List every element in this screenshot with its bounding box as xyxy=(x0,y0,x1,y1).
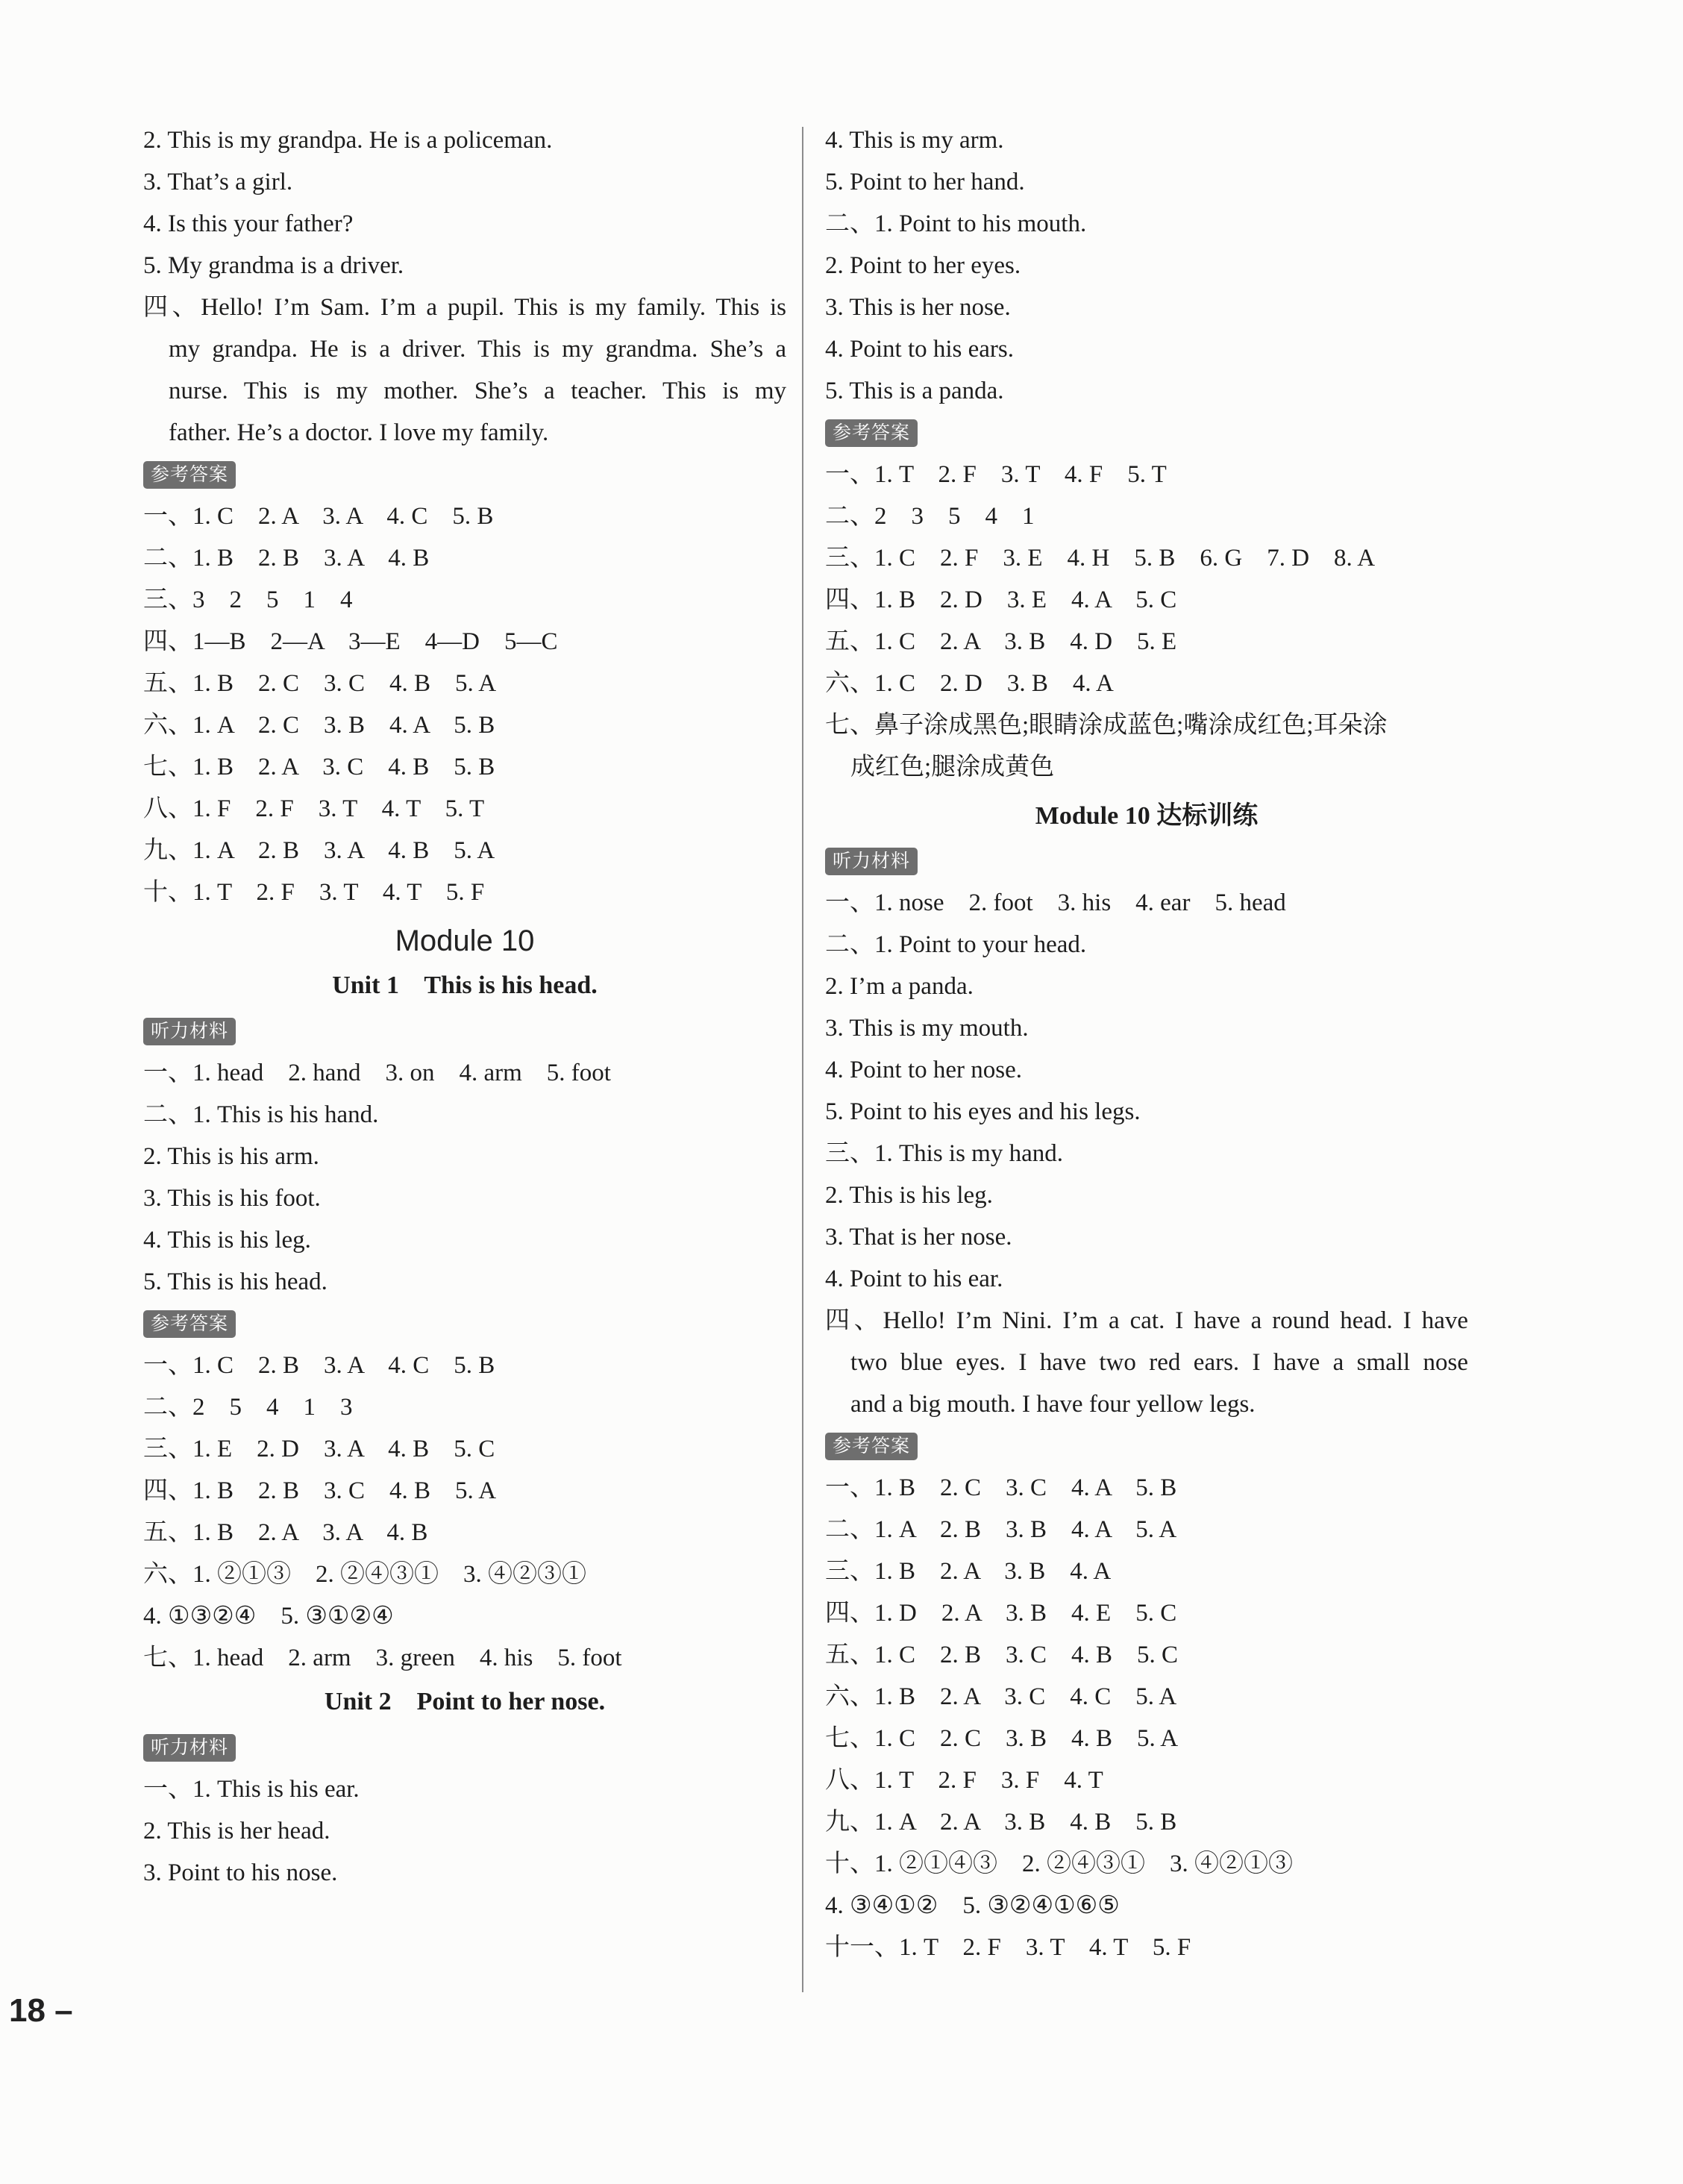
answer-line: 一、1. C 2. A 3. A 4. C 5. B xyxy=(143,503,494,530)
text-line: 5. My grandma is a driver. xyxy=(143,252,404,279)
answer-line: 三、3 2 5 1 4 xyxy=(143,586,353,613)
answer-line: 4. ①③②④ 5. ③①②④ xyxy=(143,1603,394,1630)
section-title: Module 10 达标训练 xyxy=(1035,802,1259,830)
listening-line: 三、1. This is my hand. xyxy=(825,1140,1063,1167)
listening-line: 二、1. Point to your head. xyxy=(825,931,1087,958)
listening-line: 4. This is his leg. xyxy=(143,1227,311,1254)
column-divider xyxy=(802,127,803,1992)
answer-line: 十一、1. T 2. F 3. T 4. T 5. F xyxy=(825,1934,1191,1961)
listening-line: 2. This is her head. xyxy=(143,1818,330,1844)
listening-line: 5. This is a panda. xyxy=(825,378,1004,404)
answer-line: 三、1. E 2. D 3. A 4. B 5. C xyxy=(143,1436,495,1462)
answer-line: 八、1. F 2. F 3. T 4. T 5. T xyxy=(143,795,485,822)
paragraph-line: and a big mouth. I have four yellow legs. xyxy=(850,1391,1256,1418)
listening-line: 4. This is my arm. xyxy=(825,127,1004,154)
answer-line: 九、1. A 2. B 3. A 4. B 5. A xyxy=(143,837,495,864)
listening-line: 4. Point to his ear. xyxy=(825,1265,1003,1292)
listening-line: 二、1. This is his hand. xyxy=(143,1101,379,1128)
answer-line: 九、1. A 2. A 3. B 4. B 5. B xyxy=(825,1809,1177,1836)
answer-line: 十、1. ②①④③ 2. ②④③① 3. ④②①③ xyxy=(825,1850,1293,1877)
answer-line: 七、1. head 2. arm 3. green 4. his 5. foot xyxy=(143,1645,622,1671)
listening-line: 3. This is her nose. xyxy=(825,294,1011,321)
answer-line: 四、1. B 2. D 3. E 4. A 5. C xyxy=(825,586,1177,613)
paragraph-line: nurse. This is my mother. She’s a teacher. This is my xyxy=(169,378,786,404)
answer-line: 二、2 3 5 4 1 xyxy=(825,503,1035,530)
right-column xyxy=(825,119,1468,1968)
answer-line: 二、1. B 2. B 3. A 4. B xyxy=(143,545,430,572)
listening-line: 一、1. nose 2. foot 3. his 4. ear 5. head xyxy=(825,889,1286,916)
answers-badge: 参考答案 xyxy=(825,1433,918,1460)
module-title: Module 10 xyxy=(395,924,535,957)
listening-line: 3. This is his foot. xyxy=(143,1185,321,1212)
unit-title: Unit 1 This is his head. xyxy=(332,971,598,999)
paragraph-line: 四、Hello! I’m Nini. I’m a cat. I have a round head. I have xyxy=(825,1307,1468,1334)
text-line: 2. This is my grandpa. He is a policeman. xyxy=(143,127,553,154)
listening-line: 2. This is his arm. xyxy=(143,1143,319,1170)
answers-badge: 参考答案 xyxy=(143,461,236,489)
paragraph-line: 四、Hello! I’m Sam. I’m a pupil. This is my family. This is xyxy=(143,294,786,321)
listening-line: 5. Point to his eyes and his legs. xyxy=(825,1098,1141,1125)
text-line: 4. Is this your father? xyxy=(143,210,354,237)
listening-line: 5. This is his head. xyxy=(143,1268,327,1295)
answer-line: 一、1. C 2. B 3. A 4. C 5. B xyxy=(143,1352,495,1379)
listening-badge: 听力材料 xyxy=(143,1734,236,1762)
listening-line: 2. Point to her eyes. xyxy=(825,252,1021,279)
answers-badge: 参考答案 xyxy=(143,1310,236,1338)
answer-line: 五、1. C 2. B 3. C 4. B 5. C xyxy=(825,1642,1179,1668)
answer-line: 一、1. B 2. C 3. C 4. A 5. B xyxy=(825,1474,1177,1501)
listening-line: 2. I’m a panda. xyxy=(825,973,974,1000)
answer-line: 三、1. C 2. F 3. E 4. H 5. B 6. G 7. D 8. A xyxy=(825,545,1376,572)
answer-line: 四、1. D 2. A 3. B 4. E 5. C xyxy=(825,1600,1177,1627)
answer-line: 八、1. T 2. F 3. F 4. T xyxy=(825,1767,1103,1794)
text-line: 3. That’s a girl. xyxy=(143,169,293,195)
answer-line: 七、1. B 2. A 3. C 4. B 5. B xyxy=(143,754,495,780)
paragraph-line: father. He’s a doctor. I love my family. xyxy=(169,419,549,446)
listening-line: 4. Point to her nose. xyxy=(825,1057,1022,1083)
answer-line: 五、1. B 2. C 3. C 4. B 5. A xyxy=(143,670,497,697)
left-column xyxy=(143,119,786,1894)
listening-line: 一、1. This is his ear. xyxy=(143,1776,360,1803)
paragraph-line: my grandpa. He is a driver. This is my grandma. She’s a xyxy=(169,336,786,363)
answer-line: 六、1. ②①③ 2. ②④③① 3. ④②③① xyxy=(143,1561,586,1588)
listening-badge: 听力材料 xyxy=(825,848,918,875)
answer-line: 七、鼻子涂成黑色;眼睛涂成蓝色;嘴涂成红色;耳朵涂 xyxy=(825,712,1388,739)
listening-line: 4. Point to his ears. xyxy=(825,336,1014,363)
answer-line: 成红色;腿涂成黄色 xyxy=(850,754,1055,780)
answer-line: 二、1. A 2. B 3. B 4. A 5. A xyxy=(825,1516,1177,1543)
listening-badge: 听力材料 xyxy=(143,1018,236,1045)
listening-line: 3. That is her nose. xyxy=(825,1224,1012,1251)
listening-line: 3. Point to his nose. xyxy=(143,1859,338,1886)
answer-line: 七、1. C 2. C 3. B 4. B 5. A xyxy=(825,1725,1179,1752)
answer-line: 二、2 5 4 1 3 xyxy=(143,1394,353,1421)
answer-line: 六、1. A 2. C 3. B 4. A 5. B xyxy=(143,712,495,739)
answer-line: 六、1. C 2. D 3. B 4. A xyxy=(825,670,1114,697)
listening-line: 2. This is his leg. xyxy=(825,1182,993,1209)
answer-line: 五、1. B 2. A 3. A 4. B xyxy=(143,1519,428,1546)
answer-line: 一、1. T 2. F 3. T 4. F 5. T xyxy=(825,461,1167,488)
listening-line: 3. This is my mouth. xyxy=(825,1015,1029,1042)
unit-title: Unit 2 Point to her nose. xyxy=(324,1688,606,1715)
answers-badge: 参考答案 xyxy=(825,419,918,447)
answer-line: 四、1. B 2. B 3. C 4. B 5. A xyxy=(143,1477,497,1504)
listening-line: 二、1. Point to his mouth. xyxy=(825,210,1087,237)
answer-line: 六、1. B 2. A 3. C 4. C 5. A xyxy=(825,1683,1177,1710)
answer-line: 十、1. T 2. F 3. T 4. T 5. F xyxy=(143,879,485,906)
listening-line: 5. Point to her hand. xyxy=(825,169,1025,195)
paragraph-line: two blue eyes. I have two red ears. I have a small nose xyxy=(850,1349,1468,1376)
answer-line: 4. ③④①② 5. ③②④①⑥⑤ xyxy=(825,1892,1120,1919)
answer-line: 五、1. C 2. A 3. B 4. D 5. E xyxy=(825,628,1177,655)
answer-line: 四、1—B 2—A 3—E 4—D 5—C xyxy=(143,628,558,655)
listening-line: 一、1. head 2. hand 3. on 4. arm 5. foot xyxy=(143,1060,611,1086)
page-number: 18 – xyxy=(9,1992,73,2029)
answer-line: 三、1. B 2. A 3. B 4. A xyxy=(825,1558,1112,1585)
